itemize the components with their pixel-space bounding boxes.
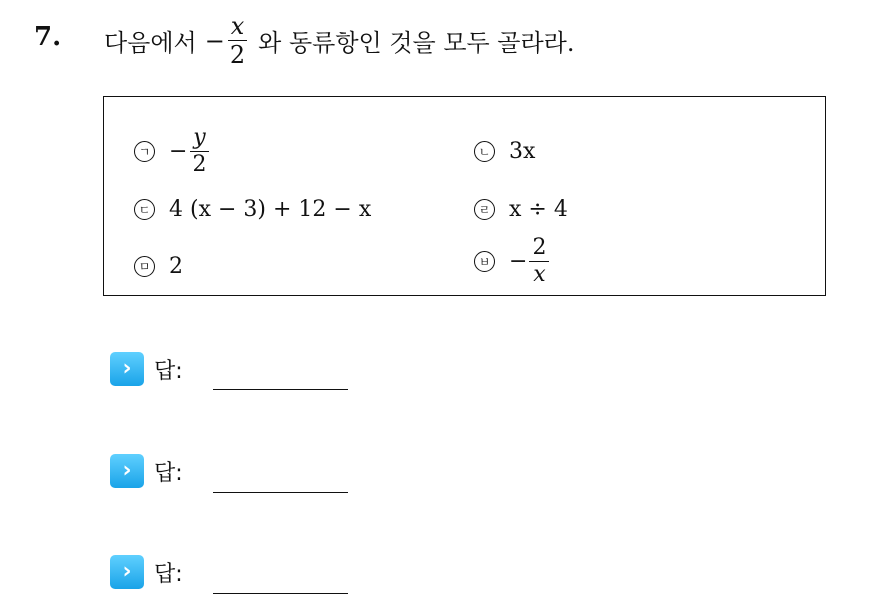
- answer-row: [110, 555, 183, 589]
- question-text-before: 다음에서: [104, 29, 197, 57]
- option-mieum: [134, 254, 183, 279]
- option-expression: 4 (x − 3) + 12 − x: [169, 197, 372, 222]
- options-box: [103, 96, 826, 296]
- answer-label: 답:: [154, 561, 183, 587]
- option-expression: [509, 237, 549, 286]
- answer-blank[interactable]: [213, 593, 348, 594]
- answer-blank[interactable]: [213, 389, 348, 390]
- question-fraction: [227, 14, 248, 67]
- fraction-denominator: 2: [192, 152, 207, 177]
- option-rieul: [474, 197, 568, 222]
- answer-label: 답:: [154, 460, 183, 486]
- option-expression: x ÷ 4: [509, 197, 568, 222]
- option-digeut: [134, 197, 371, 222]
- option-marker-icon: ㄷ: [134, 199, 155, 220]
- fraction-numerator: y: [190, 127, 208, 152]
- option-fraction: [189, 127, 209, 176]
- option-marker-icon: ㅁ: [134, 256, 155, 277]
- chevron-right-icon: ›: [110, 454, 144, 488]
- fraction-denominator: 2: [229, 41, 246, 69]
- answer-row: [110, 352, 183, 386]
- option-marker-icon: ㄴ: [474, 141, 495, 162]
- fraction-denominator: x: [533, 262, 546, 287]
- fraction-numerator: x: [228, 14, 248, 41]
- option-marker-icon: ㄹ: [474, 199, 495, 220]
- option-sign: −: [509, 249, 528, 274]
- question-number: 7.: [34, 22, 62, 52]
- option-nieun: [474, 139, 535, 164]
- question-expression: [205, 14, 248, 67]
- option-expression: 3x: [509, 139, 536, 164]
- answer-blank[interactable]: [213, 492, 348, 493]
- option-marker-icon: ㅂ: [474, 251, 495, 272]
- question-expression-sign: −: [204, 26, 225, 55]
- option-giyeok: [134, 127, 209, 176]
- option-expression: 2: [169, 254, 183, 279]
- chevron-right-icon: ›: [110, 555, 144, 589]
- question-text: [104, 14, 575, 67]
- option-marker-icon: ㄱ: [134, 141, 155, 162]
- option-expression: [169, 127, 209, 176]
- option-sign: −: [169, 139, 188, 164]
- answer-row: [110, 454, 183, 488]
- option-fraction: [529, 237, 549, 286]
- chevron-right-icon: ›: [110, 352, 144, 386]
- question-text-after: 와 동류항인 것을 모두 골라라.: [258, 29, 575, 57]
- option-bieup: [474, 237, 549, 286]
- answer-label: 답:: [154, 358, 183, 384]
- fraction-numerator: 2: [529, 237, 549, 262]
